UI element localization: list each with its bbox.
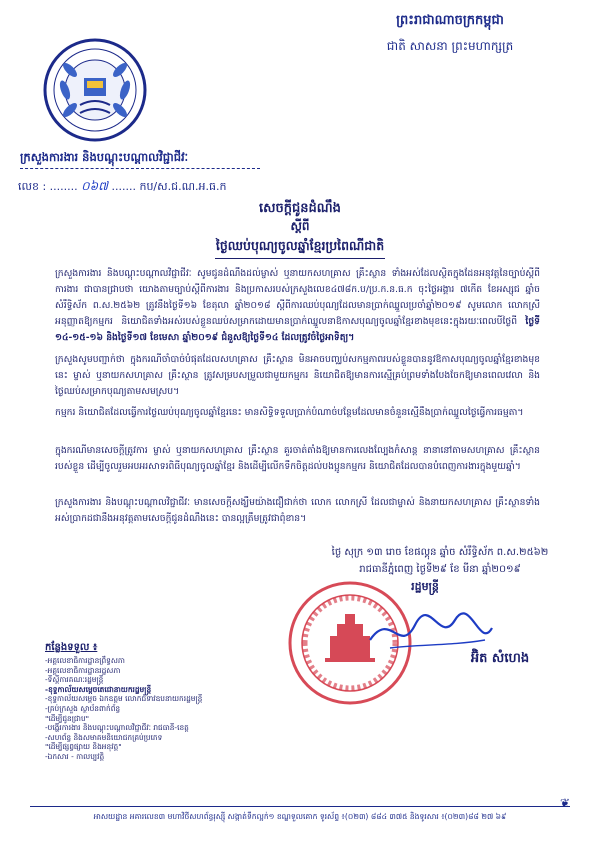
footer-address: អាសយដ្ឋាន អគារលេខ៣ មហាវិថីសហព័ន្ធរុស្ស៊ី សង្កាត់ទឹកល្អក់១ ខណ្ឌទួលគោក ទូរស័ព្ទ ៖(០២៣) ៨៨៤ ៣៧៥ និងទូរសារ ៖(០២៣)៨៨ ២៧ ៦៩ [93,812,507,821]
lunar-date: ថ្ងៃ សុក្រ ១៣ រោច ខែផល្គុន ឆ្នាំច សំរឹទ្ធិស័ក ព.ស.២៥៦២ [331,547,549,558]
signer-title: រដ្ឋមន្ត្រី [411,580,439,593]
reference-suffix: កប/ស.ជ.ណ.អ.ធ.ក [139,180,227,193]
ministry-emblem-icon [40,35,150,145]
list-item: -អគ្គលេខាធិការដ្ឋានព្រឹទ្ធសភា [45,656,125,665]
paragraph-4: ក្នុងករណីមានសេចក្តីត្រូវការ ម្ចាស់ ឬនាយកសហគ្រាស គ្រឹះស្ថាន គួរចាត់តាំងឱ្យមានការលេងល្បែងកំសាន្ត នានានៅតាមសហគ្រាស គ្រឹះស្ថានរបស់ខ្លួន ដើម្បីចូលរួមអបអរសាទរពិធីបុណ្យចូលឆ្នាំខ្មែរ និងដើម្បីលើកទឹកចិត្តដល់បងប្អូនកម្មករ និយោជិតដែលបានបំពេញការងារក្នុងមួយឆ្នាំ។ [55,445,540,472]
list-item: -ខុទ្ទកាល័យសម្តេច ឯកឧត្តម លោកជំទាវឧបនាយករដ្ឋមន្ត្រី [45,694,203,704]
footer-ornament-icon: ❦ [560,796,571,810]
document-subject: ថ្ងៃឈប់បុណ្យចូលឆ្នាំខ្មែរប្រពៃណីជាតិ [215,238,385,253]
signer-name: អ៊ិត សំហេង [470,651,530,666]
reference-label: លេខ [18,180,39,193]
list-item: "ដើម្បីជូនជ្រាប" [45,713,90,723]
reference-number-line: លេខ : ........ ០៦៧ ....... កប/ស.ជ.ណ.អ.ធ.ក [18,179,227,193]
recipients-list [45,656,315,762]
list-item: -ឯកសារ - កាលប្បវត្តិ [45,751,105,761]
kingdom-title: ព្រះរាជាណាចក្រកម្ពុជា [396,13,504,28]
paragraph-1-text: ក្រសួងការងារ និងបណ្តុះបណ្តាលវិជ្ជាជីវៈ សូមជូនដំណឹងដល់ម្ចាស់ ឬនាយកសហគ្រាស គ្រឹះស្ថាន ទាំងអស់ដែលស្ថិតក្នុងដែនអនុវត្តនៃច្បាប់ស្តីពីការងារ ជាបានជ្រាបថា យោងតាមច្បាប់ស្តីពីការងារ និងប្រកាសរបស់ក្រសួងលេខ៤៧៨ក.ប/ប្រ.ក.ន.ធ.ក ចុះថ្ងៃអង្គារ ៧កើត ខែអស្សុជ ឆ្នាំច សំរឹទ្ធិស័ក ព.ស.២៥៦២ ត្រូវនឹងថ្ងៃទី១៦ ខែតុលា ឆ្នាំ២០១៨ ស្តីពីការឈប់បុណ្យដែលមានប្រាក់ឈ្នួលប្រចាំឆ្នាំ២០១៩ សូមលោក លោកស្រី អនុញ្ញាតឱ្យកម្មករ និយោជិតទាំងអស់របស់ខ្លួនឈប់សម្រាកដោយមានប្រាក់ឈ្នួលនាឱកាសបុណ្យចូលឆ្នាំខ្មែរខាងមុខនេះក្នុងរយៈពេលបីថ្ងៃពី [55,268,540,327]
list-item: -អគ្គលេខាធិការដ្ឋានរដ្ឋសភា [45,665,121,675]
paragraph-1-dates: ថ្ងៃទី ១៤-១៥-១៦ និងថ្ងៃទី១៧ ខែមេសា ឆ្នាំ២០១៩ ជំនួសឱ្យថ្ងៃទី១៤ ដែលត្រូវចំថ្ងៃអាទិត្យ។ [55,316,540,343]
document-type: សេចក្តីជូនដំណឹង [259,201,341,216]
list-item: -សហព័ន្ធ និងសមាគមនិយោជកគ្រប់ប្រភេទ [45,732,163,742]
national-motto: ជាតិ សាសនា ព្រះមហាក្សត្រ [386,39,514,53]
recipients-title: កន្លែងទទួល ៖ [45,642,98,653]
list-item: "ដើម្បីផ្សព្វផ្សាយ និងអនុវត្ត" [45,742,122,752]
footer-divider [30,806,570,807]
solar-date: រាជធានីភ្នំពេញ ថ្ងៃទី២៩ ខែ មីនា ឆ្នាំ២០១៩ [359,564,521,575]
paragraph-3: កម្មករ និយោជិតដែលធ្វើការថ្ងៃឈប់បុណ្យចូលឆ្នាំខ្មែរនេះ មានសិទ្ធិទទួលប្រាក់បំណាច់បន្ថែមដែលមានចំនួនស្មើនឹងប្រាក់ឈ្នួលថ្ងៃធ្វើការធម្មតា។ [55,407,524,418]
paragraph-5: ក្រសួងការងារ និងបណ្តុះបណ្តាលវិជ្ជាជីវៈ មានសេចក្តីសង្ឃឹមយ៉ាងជឿជាក់ថា លោក លោកស្រី ដែលជាម្ចាស់ និងនាយកសហគ្រាស គ្រឹះស្ថានទាំងអស់ប្រាកដជានឹងអនុវត្តតាមសេចក្តីជូនដំណឹងនេះ បានល្អត្រឹមត្រូវជាពុំខាន។ [55,497,540,524]
subject-underline [215,258,385,259]
reference-number: ០៦៧ [81,179,108,193]
ministry-underline [20,168,260,169]
list-item: -គ្រប់ក្រសួង ស្ថាប័នពាក់ព័ន្ធ [45,703,121,713]
list-item: -ខុទ្ទកាល័យសម្តេចតេជោនាយករដ្ឋមន្ត្រី [45,684,152,694]
list-item: -បង្ហើរការងារ និងបណ្តុះបណ្តាលវិជ្ជាជីវៈ រាជធានី-ខេត្ត [45,723,189,733]
paragraph-1 [55,266,540,346]
ministry-name: ក្រសួងការងារ និងបណ្តុះបណ្តាលវិជ្ជាជីវៈ [20,150,189,164]
paragraph-2: ក្រសួងសូមបញ្ជាក់ថា ក្នុងករណីចាំបាច់បំផុតដែលសហគ្រាស គ្រឹះស្ថាន មិនអាចបញ្ឈប់សកម្មភាពរបស់ខ្លួនបាននូវឱកាសបុណ្យចូលឆ្នាំខ្មែរខាងមុខនេះ ម្ចាស់ ឬនាយកសហគ្រាស គ្រឹះស្ថាន ត្រូវសម្របសម្រួលជាមួយកម្មករ និយោជិតឱ្យមានការស្មើគ្រប់ព្រមទាំងបែងចែកឱ្យមានពេលវេលា និងថ្ងៃឈប់សម្រាកបុណ្យតាមសមស្រប។ [55,354,540,397]
document-about-label: ស្តីពី [290,219,310,233]
list-item: -ទីស្តីការគណៈរដ្ឋមន្ត្រី [45,675,104,685]
